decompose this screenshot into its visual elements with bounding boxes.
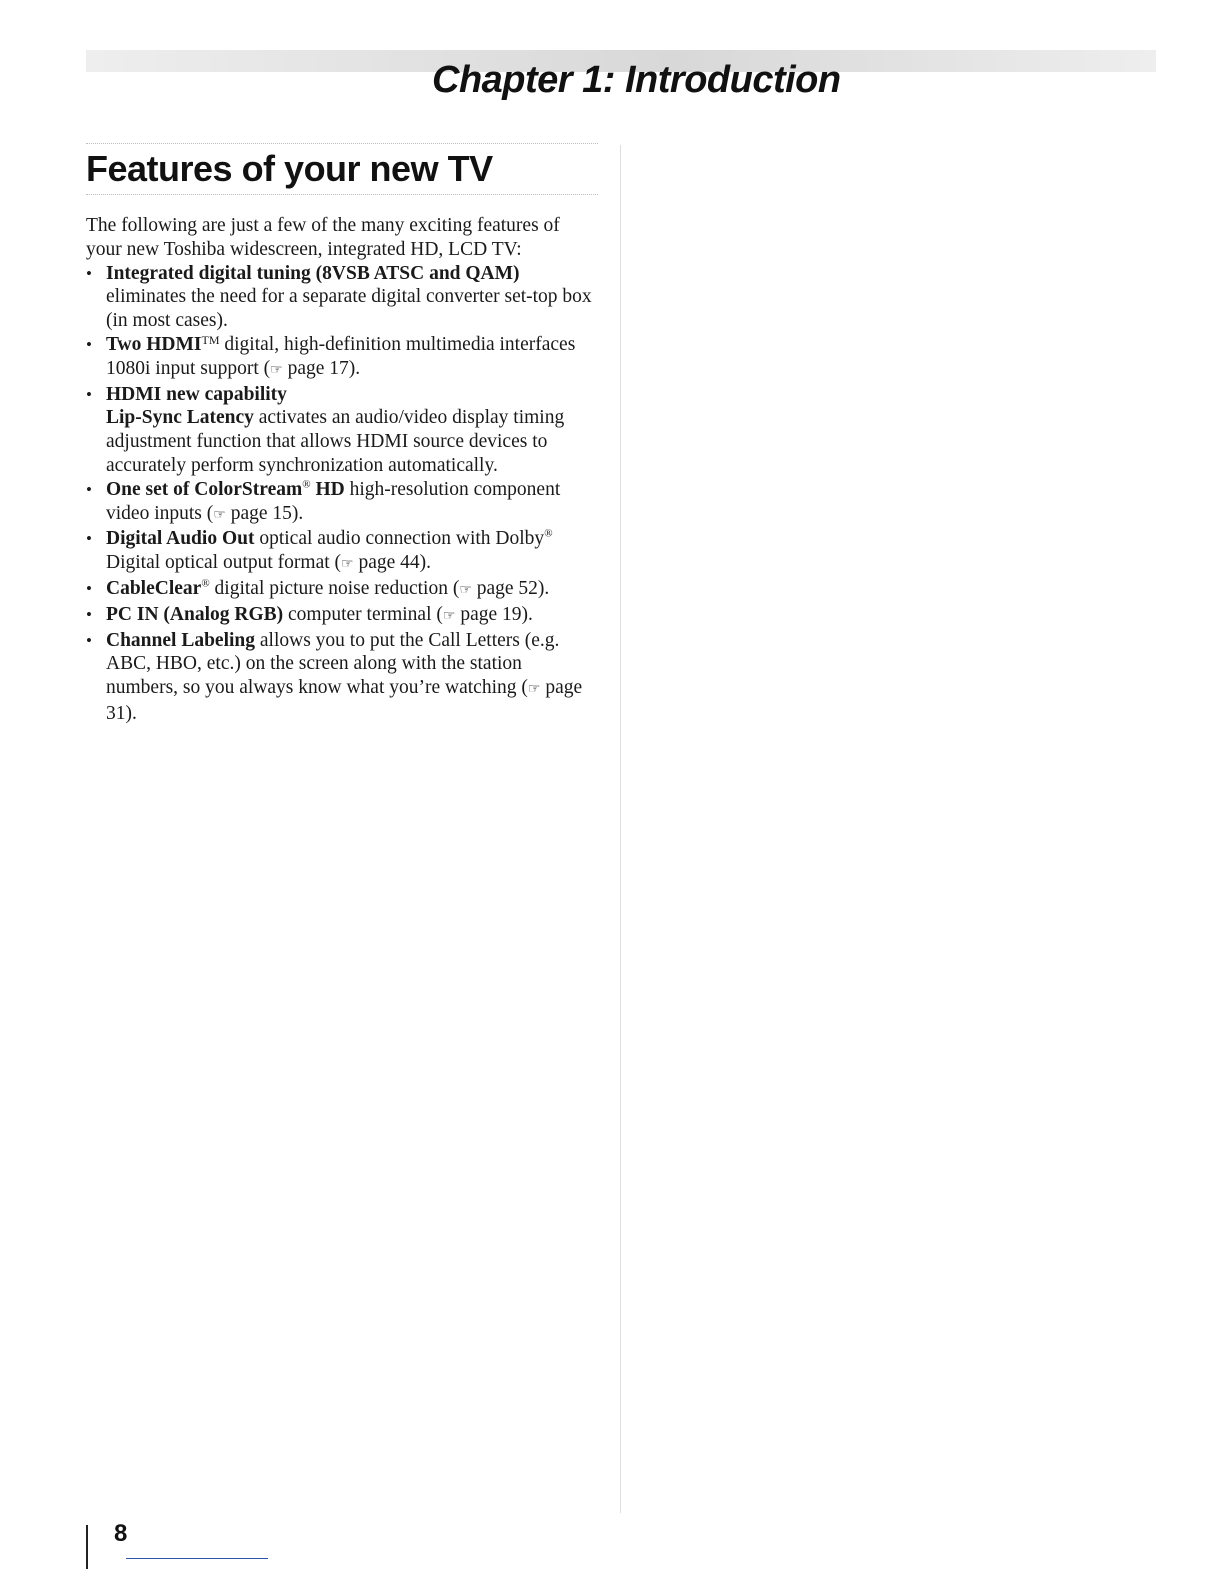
page-reference-icon: ☞ (527, 682, 541, 698)
intro-paragraph: The following are just a few of the many exciting features of your new Toshiba widescreen, integrated HD, LCD TV: (86, 215, 560, 260)
feature-text: allows you to put the Call Letters (e.g. ABC, HBO, etc.) on the screen along with the station numbers, so you always know what you’re watching ( (106, 629, 560, 699)
page-reference: page 15). (225, 502, 304, 524)
page-reference-icon: ☞ (270, 362, 283, 378)
feature-text: eliminates the need for a separate digital converter set-top box (in most cases). (106, 286, 592, 332)
page-reference: page 31). (106, 677, 583, 724)
feature-text-continued: Digital optical output format ( (106, 552, 342, 574)
page-reference-icon: ☞ (341, 557, 354, 573)
footer-bar (86, 1525, 88, 1569)
page-reference-icon: ☞ (459, 582, 472, 598)
features-body (86, 214, 598, 726)
footer-line (126, 1558, 268, 1559)
page-reference: page 19). (455, 603, 533, 625)
feature-title-suffix: HD (310, 478, 345, 500)
feature-text: digital, high-definition multimedia interfaces 1080i input support ( (106, 333, 576, 379)
feature-title: Digital Audio Out (106, 528, 255, 550)
column-divider (620, 145, 621, 1513)
feature-title: CableClear (106, 577, 202, 599)
registered-mark: ® (302, 478, 311, 491)
feature-digital-audio-out (86, 527, 598, 577)
feature-text: optical audio connection with Dolby (254, 528, 545, 550)
heading-bottom-rule (86, 194, 598, 195)
registered-mark: ® (544, 527, 553, 540)
feature-text: computer terminal ( (283, 603, 443, 625)
feature-title: One set of ColorStream (106, 478, 303, 500)
feature-text: digital picture noise reduction ( (209, 577, 460, 599)
feature-title: Channel Labeling (106, 629, 256, 651)
page-reference: page 52). (471, 577, 550, 599)
feature-hdmi (86, 333, 598, 383)
registered-mark: ® (201, 577, 210, 590)
feature-title: PC IN (Analog RGB) (106, 603, 284, 625)
page-reference-icon: ☞ (213, 507, 226, 523)
feature-text: high-resolution component video inputs ( (106, 478, 561, 524)
section-heading: Features of your new TV (86, 148, 493, 189)
feature-title: Two HDMI (106, 333, 202, 355)
feature-hdmi-capability (86, 383, 598, 478)
page-reference: page 17). (282, 357, 361, 379)
feature-title: Integrated digital tuning (8VSB ATSC and QAM) (106, 262, 520, 284)
page-number: 8 (114, 1520, 128, 1547)
feature-colorstream (86, 478, 598, 528)
page-reference-icon: ☞ (442, 608, 456, 624)
trademark-mark: TM (201, 332, 220, 347)
chapter-title: Chapter 1: Introduction (432, 59, 841, 101)
feature-pc-in (86, 603, 598, 629)
feature-digital-tuning (86, 262, 598, 333)
feature-list (86, 262, 598, 726)
page-reference: page 44). (353, 552, 432, 574)
feature-text: activates an audio/video display timing adjustment function that allows HDMI source devices to accurately perform synchronization automatically. (106, 407, 565, 476)
feature-title: HDMI new capability (106, 383, 287, 405)
feature-subtitle: Lip-Sync Latency (106, 407, 254, 429)
feature-cableclear (86, 577, 598, 603)
heading-top-rule (86, 143, 598, 144)
feature-channel-labeling (86, 629, 598, 726)
